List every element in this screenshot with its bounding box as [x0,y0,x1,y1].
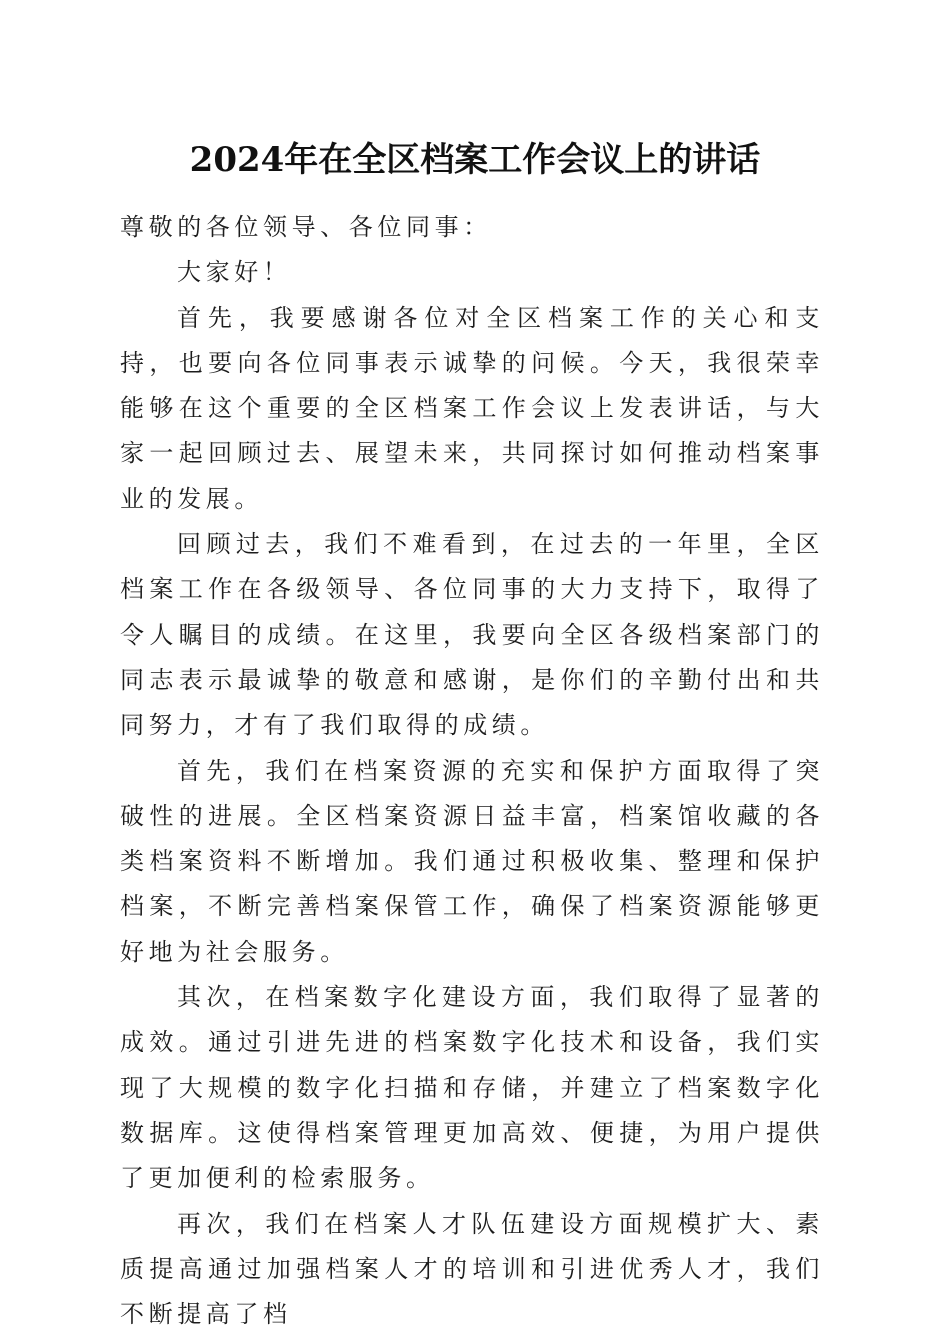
paragraph-4: 其次，在档案数字化建设方面，我们取得了显著的成效。通过引进先进的档案数字化技术和设备，我们实现了大规模的数字化扫描和存储，并建立了档案数字化数据库。这使得档案管理更加高效、便捷，为用户提供了更加便利的检索服务。 [120,983,824,1193]
greeting: 大家好！ [177,258,292,287]
paragraph-5: 再次，我们在档案人才队伍建设方面规模扩大、素质提高通过加强档案人才的培训和引进优秀人才，我们不断提高了档 [120,1209,824,1329]
salutation: 尊敬的各位领导、各位同事： [120,213,492,241]
document-body [120,205,824,1337]
document-title: 2024年在全区档案工作会议上的讲话 [189,140,761,180]
paragraph-3: 首先，我们在档案资源的充实和保护方面取得了突破性的进展。全区档案资源日益丰富，档案馆收藏的各类档案资料不断增加。我们通过积极收集、整理和保护档案，不断完善档案保管工作，确保了档案资源能够更好地为社会服务。 [120,756,824,966]
paragraph-2: 回顾过去，我们不难看到，在过去的一年里，全区档案工作在各级领导、各位同事的大力支持下，取得了令人瞩目的成绩。在这里，我要向全区各级档案部门的同志表示最诚挚的敬意和感谢，是你们的辛勤付出和共同努力，才有了我们取得的成绩。 [120,530,824,740]
paragraph-1: 首先，我要感谢各位对全区档案工作的关心和支持，也要向各位同事表示诚挚的问候。今天，我很荣幸能够在这个重要的全区档案工作会议上发表讲话，与大家一起回顾过去、展望未来，共同探讨如何推动档案事业的发展。 [120,303,824,513]
